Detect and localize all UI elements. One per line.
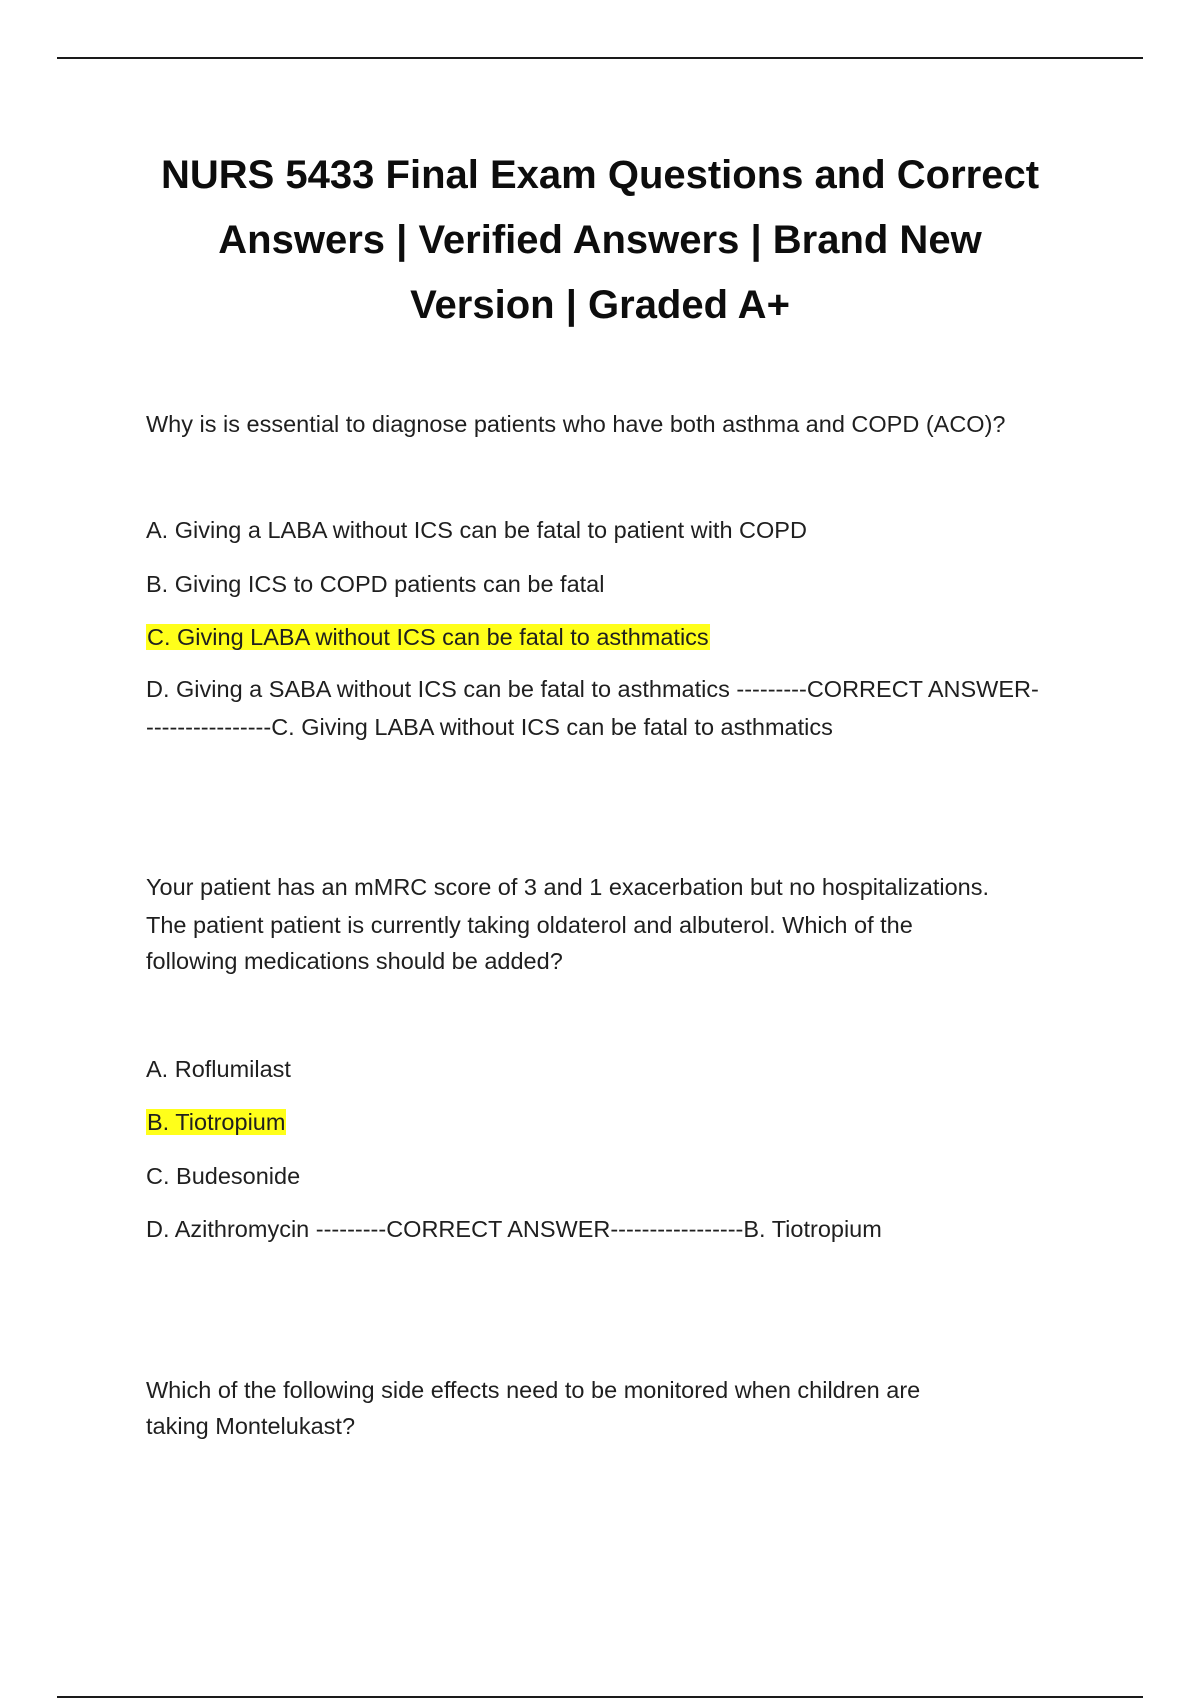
question-2-option-a: A. Roflumilast: [146, 1056, 291, 1082]
highlighted-answer: B. Tiotropium: [147, 1109, 286, 1135]
question-3-text-line-2: taking Montelukast?: [146, 1413, 356, 1439]
title-line-3: Version | Graded A+: [410, 283, 790, 327]
question-3-text-line-1: Which of the following side effects need to be monitored when children are: [146, 1377, 921, 1403]
highlighted-answer: C. Giving LABA without ICS can be fatal to asthmatics: [147, 624, 709, 650]
question-1-text: Why is is essential to diagnose patients who have both asthma and COPD (ACO)?: [146, 411, 1006, 437]
title-line-2: Answers | Verified Answers | Brand New: [218, 218, 982, 262]
question-2-text-line-1: Your patient has an mMRC score of 3 and 1 exacerbation but no hospitalizations.: [146, 874, 990, 900]
bottom-rule: [57, 1696, 1143, 1698]
question-2-option-b: [146, 1104, 1106, 1141]
question-2-option-d: D. Azithromycin ---------CORRECT ANSWER-----------------B. Tiotropium: [146, 1216, 882, 1242]
document-title: [120, 143, 1080, 338]
top-rule: [57, 57, 1143, 59]
question-2-text-line-3: following medications should be added?: [146, 948, 563, 974]
question-1-option-c: [146, 619, 1106, 656]
question-1-correct-answer: ----------------C. Giving LABA without ICS can be fatal to asthmatics: [146, 714, 833, 740]
title-line-1: NURS 5433 Final Exam Questions and Correct: [160, 153, 1040, 197]
question-1-option-b: B. Giving ICS to COPD patients can be fatal: [146, 571, 605, 597]
question-1-option-d: D. Giving a SABA without ICS can be fatal to asthmatics ---------CORRECT ANSWER-: [146, 676, 1039, 702]
question-1-option-a: A. Giving a LABA without ICS can be fatal to patient with COPD: [146, 517, 807, 543]
question-2-option-c: C. Budesonide: [146, 1163, 301, 1189]
question-2-text-line-2: The patient patient is currently taking oldaterol and albuterol. Which of the: [146, 912, 913, 938]
